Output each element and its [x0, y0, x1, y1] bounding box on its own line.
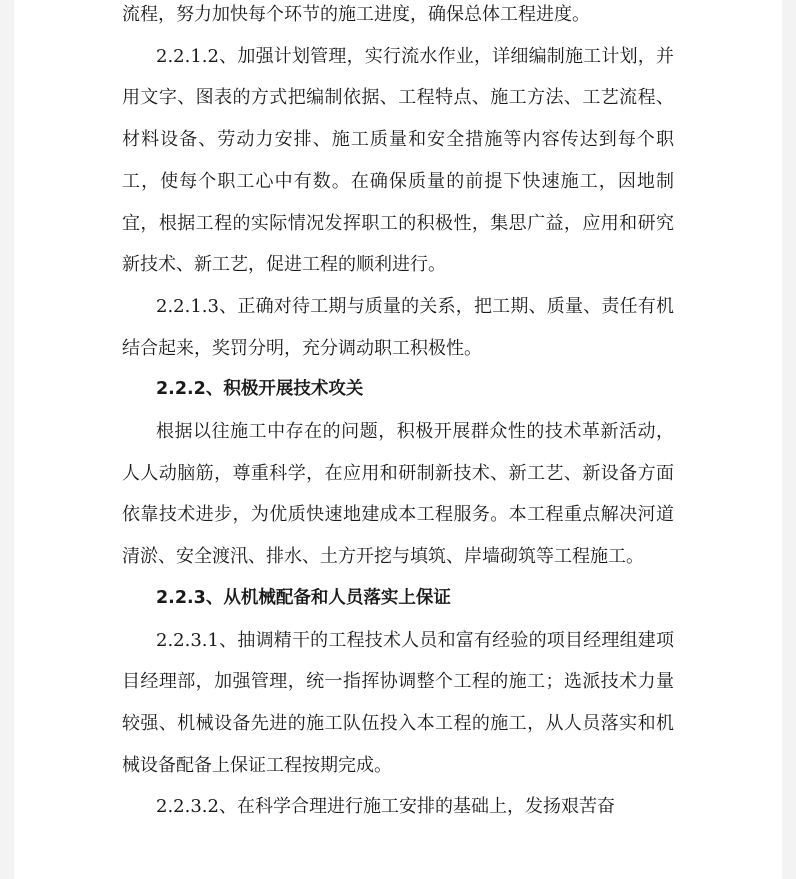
paragraph-continuation: 流程，努力加快每个环节的施工进度，确保总体工程进度。: [122, 4, 590, 25]
paragraph-2-2-1-2: 2.2.1.2、加强计划管理，实行流水作业，详细编制施工计划，并用文字、图表的方式把编制依据、工程特点、施工方法、工艺流程、材料设备、劳动力安排、施工质量和安全措施等内容传达到每个职工，使每个职工心中有数。在确保质量的前提下快速施工，因地制宜，根据工程的实际情况发挥职工的积极性，集思广益，应用和研究新技术、新工艺，促进工程的顺利进行。: [122, 45, 674, 276]
section-heading-2-2-3: 2.2.3、从机械配备和人员落实上保证: [156, 587, 451, 608]
paragraph-2-2-3-2: 2.2.3.2、在科学合理进行施工安排的基础上，发扬艰苦奋: [156, 796, 615, 818]
right-margin: [782, 0, 796, 879]
paragraph-tech-research: 根据以往施工中存在的问题，积极开展群众性的技术革新活动，人人动脑筋，尊重科学，在应用和研制新技术、新工艺、新设备方面依靠技术进步，为优质快速地建成本工程服务。本工程重点解决河道清淤、安全渡汛、排水、土方开挖与填筑、岸墙砌筑等工程施工。: [122, 421, 674, 568]
document-body: [122, 0, 674, 828]
section-heading-2-2-2: 2.2.2、积极开展技术攻关: [156, 379, 364, 400]
paragraph-2-2-3-1: 2.2.3.1、抽调精干的工程技术人员和富有经验的项目经理组建项目经理部，加强管理，统一指挥协调整个工程的施工；选派技术力量较强、机械设备先进的施工队伍投入本工程的施工，从人员落实和机械设备配备上保证工程按期完成。: [122, 629, 674, 776]
left-margin: [0, 0, 14, 879]
paragraph-2-2-1-3: 2.2.1.3、正确对待工期与质量的关系，把工期、质量、责任有机结合起来，奖罚分明，充分调动职工积极性。: [122, 295, 674, 359]
